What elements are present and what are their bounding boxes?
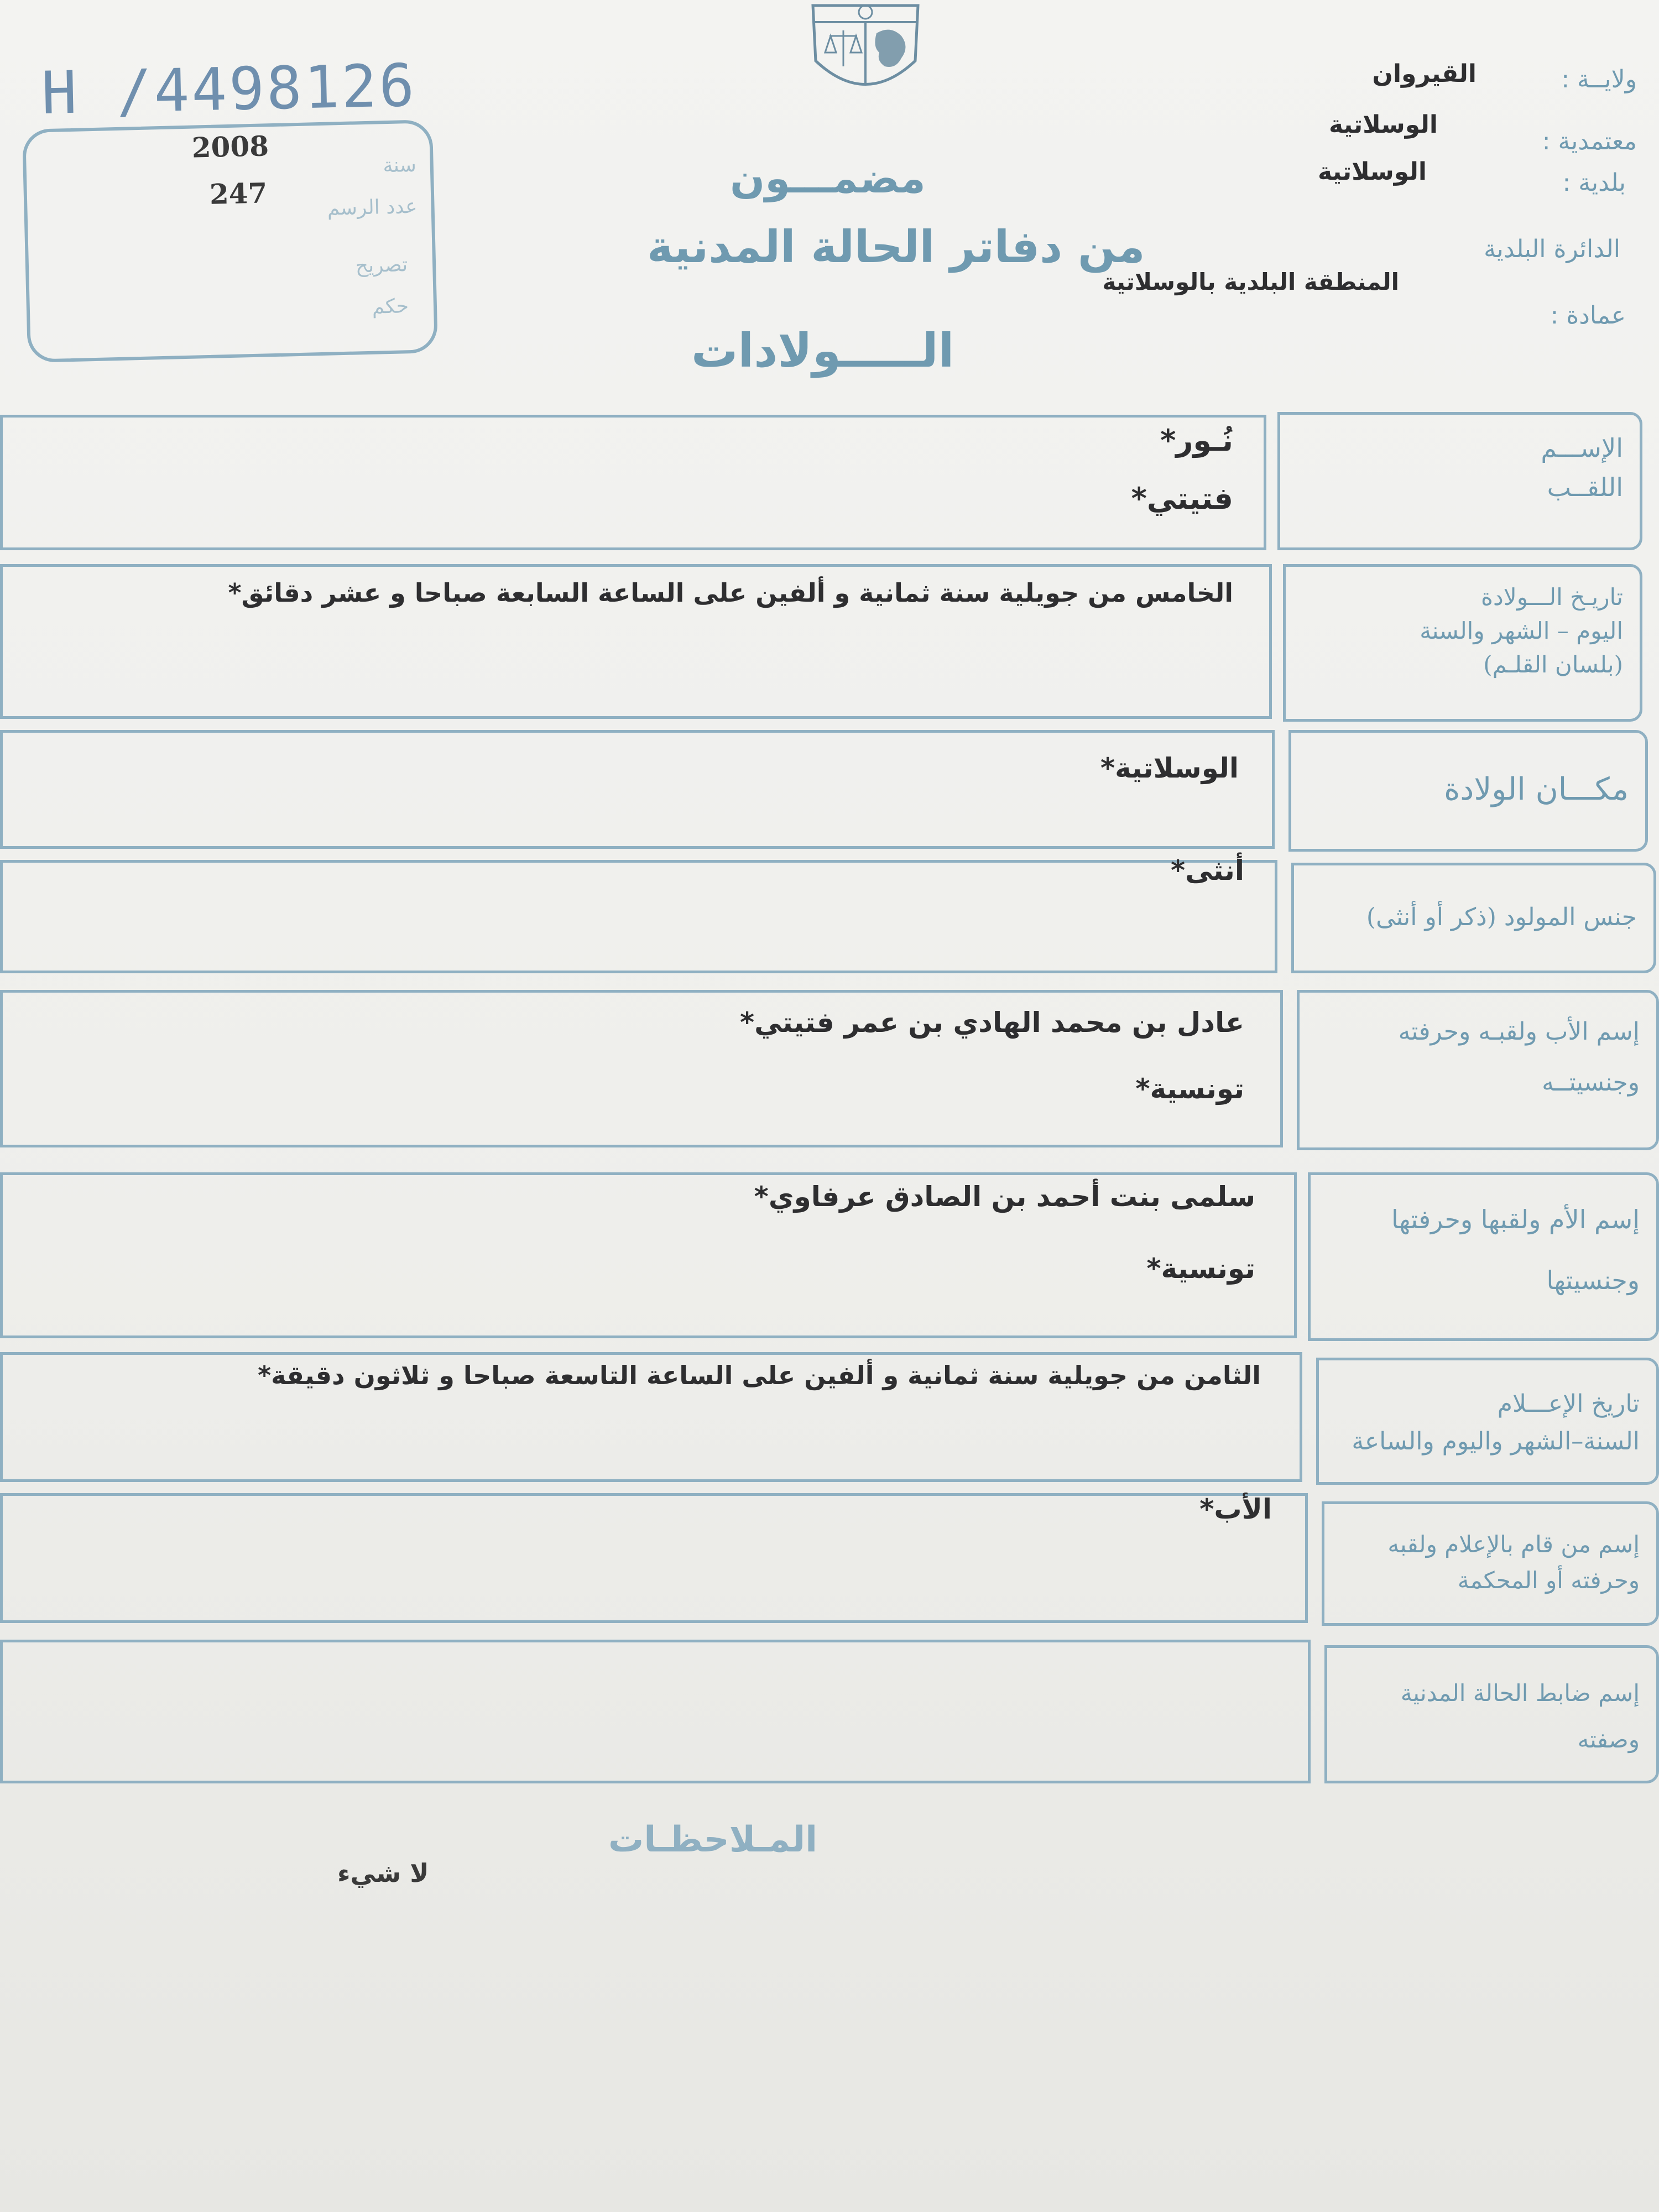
serial-number: H /4498126	[40, 51, 418, 128]
judgment-label: حكم	[372, 295, 409, 319]
mother-nationality-label: وجنسيتها	[1546, 1265, 1640, 1296]
registers-title: من دفاتر الحالة المدنية	[647, 221, 1145, 273]
registrar-sublabel: وصفته	[1577, 1726, 1640, 1753]
mother-label: إسم الأم ولقبها وحرفتها	[1391, 1204, 1640, 1234]
birth-place-label: مكـــان الولادة	[1444, 771, 1629, 807]
registrar-label: إسم ضابط الحالة المدنية	[1400, 1679, 1640, 1707]
declarant-sublabel: وحرفته أو المحكمة	[1457, 1567, 1640, 1594]
births-title: الـــــولادات	[691, 324, 954, 378]
record-number-label: عدد الرسم	[327, 195, 418, 220]
year-label: سنة	[382, 153, 417, 178]
birth-date-label-box	[1283, 564, 1642, 722]
registrar-field	[0, 1640, 1311, 1783]
gender-value: أنثى*	[1170, 854, 1244, 886]
father-label-box	[1297, 990, 1659, 1150]
birth-date-sublabel: اليوم – الشهر والسنة	[1420, 617, 1623, 644]
declaration-label: تصريح	[355, 253, 408, 278]
declarant-label-box	[1322, 1501, 1659, 1626]
father-nationality-value: تونسية*	[1135, 1073, 1244, 1105]
declarant-value: الأب*	[1199, 1493, 1272, 1525]
declaration-date-label: تاريخ الإعـــلام	[1497, 1390, 1640, 1418]
birth-place-value: الوسلاتية*	[1100, 752, 1239, 784]
coat-of-arms-emblem	[802, 0, 929, 105]
extract-title: مضمـــون	[730, 155, 926, 202]
municipality-label: بلدية :	[1562, 169, 1626, 197]
surname-label: اللقــب	[1547, 472, 1623, 503]
governorate-label: ولايــة :	[1561, 65, 1637, 93]
year-value: 2008	[191, 129, 269, 164]
delegation-label: معتمدية :	[1542, 127, 1637, 155]
district-value: المنطقة البلدية بالوسلاتية	[1102, 268, 1399, 295]
father-nationality-label: وجنسيتــه	[1542, 1068, 1640, 1097]
registrar-label-box	[1324, 1645, 1659, 1783]
name-label-box	[1277, 412, 1642, 550]
municipality-value: الوسلاتية	[1317, 158, 1427, 186]
first-name-label: الإســـم	[1541, 433, 1623, 463]
father-name-value: عادل بن محمد الهادي بن عمر فتيتي*	[739, 1006, 1244, 1039]
registry-info-box	[22, 119, 438, 363]
governorate-value: القيروان	[1372, 60, 1477, 88]
name-field	[0, 415, 1266, 550]
first-name-value: نُـور*	[1160, 423, 1233, 458]
declaration-date-label-box	[1316, 1358, 1659, 1485]
mother-name-value: سلمى بنت أحمد بن الصادق عرفاوي*	[754, 1181, 1255, 1213]
delegation-value: الوسلاتية	[1328, 111, 1438, 139]
remarks-value: لا شيء	[337, 1858, 429, 1888]
mother-nationality-value: تونسية*	[1146, 1253, 1255, 1285]
declarant-field	[0, 1493, 1308, 1623]
birth-place-field	[0, 730, 1275, 849]
declaration-date-sublabel: السنة–الشهر واليوم والساعة	[1352, 1427, 1640, 1456]
sector-label: عمادة :	[1550, 301, 1626, 330]
surname-value: فتيتي*	[1131, 481, 1233, 516]
remarks-title: المـلاحظـات	[608, 1819, 818, 1860]
birth-place-label-box	[1288, 730, 1648, 852]
gender-label-box	[1291, 863, 1656, 973]
record-number-value: 247	[209, 176, 268, 211]
declarant-label: إسم من قام بالإعلام ولقبه	[1387, 1531, 1640, 1558]
gender-field	[0, 860, 1277, 973]
birth-date-value: الخامس من جويلية سنة ثمانية و ألفين على الساعة السابعة صباحا و عشر دقائق*	[228, 578, 1233, 608]
gender-label: جنس المولود (ذكر أو أنثى)	[1366, 903, 1637, 931]
father-label: إسم الأب ولقبـه وحرفته	[1398, 1018, 1640, 1046]
birth-date-note: (بلسان القلـم)	[1483, 650, 1623, 678]
mother-label-box	[1308, 1172, 1659, 1341]
birth-date-label: تاريـخ الـــولادة	[1481, 583, 1623, 611]
district-label: الدائرة البلدية	[1484, 235, 1620, 263]
declaration-date-value: الثامن من جويلية سنة ثمانية و ألفين على الساعة التاسعة صباحا و ثلاثون دقيقة*	[258, 1360, 1261, 1390]
